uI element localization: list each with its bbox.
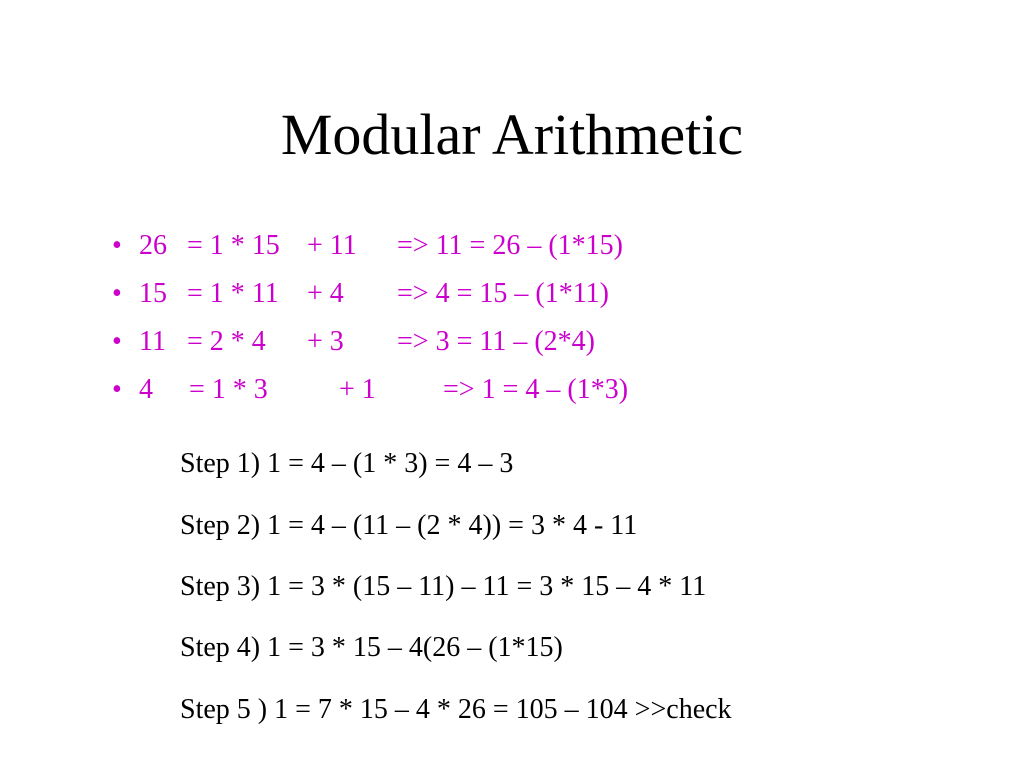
bullet-marker: • bbox=[112, 278, 122, 309]
slide-title: Modular Arithmetic bbox=[280, 102, 744, 167]
rewritten-remainder: => 3 = 11 – (2*4) bbox=[397, 326, 595, 357]
bullet-marker: • bbox=[112, 374, 122, 405]
quotient-term: = 1 * 15 bbox=[187, 230, 280, 261]
quotient-term: = 1 * 11 bbox=[187, 278, 279, 309]
remainder-term: + 4 bbox=[307, 278, 344, 309]
step-line: Step 4) 1 = 3 * 15 – 4(26 – (1*15) bbox=[180, 632, 563, 663]
rewritten-remainder: => 11 = 26 – (1*15) bbox=[397, 230, 623, 261]
remainder-term: + 3 bbox=[307, 326, 344, 357]
remainder-term: + 11 bbox=[307, 230, 357, 261]
dividend: 4 bbox=[139, 374, 153, 405]
step-line: Step 5 ) 1 = 7 * 15 – 4 * 26 = 105 – 104 >>check bbox=[180, 694, 732, 725]
dividend: 11 bbox=[139, 326, 166, 357]
remainder-term: + 1 bbox=[339, 374, 376, 405]
quotient-term: = 2 * 4 bbox=[187, 326, 266, 357]
dividend: 26 bbox=[139, 230, 167, 261]
step-line: Step 3) 1 = 3 * (15 – 11) – 11 = 3 * 15 – 4 * 11 bbox=[180, 571, 707, 602]
step-line: Step 1) 1 = 4 – (1 * 3) = 4 – 3 bbox=[180, 448, 514, 479]
bullet-marker: • bbox=[112, 230, 122, 261]
dividend: 15 bbox=[139, 278, 167, 309]
rewritten-remainder: => 1 = 4 – (1*3) bbox=[443, 374, 629, 405]
rewritten-remainder: => 4 = 15 – (1*11) bbox=[397, 278, 609, 309]
quotient-term: = 1 * 3 bbox=[189, 374, 268, 405]
bullet-marker: • bbox=[112, 326, 122, 357]
step-line: Step 2) 1 = 4 – (11 – (2 * 4)) = 3 * 4 - 11 bbox=[180, 510, 638, 541]
